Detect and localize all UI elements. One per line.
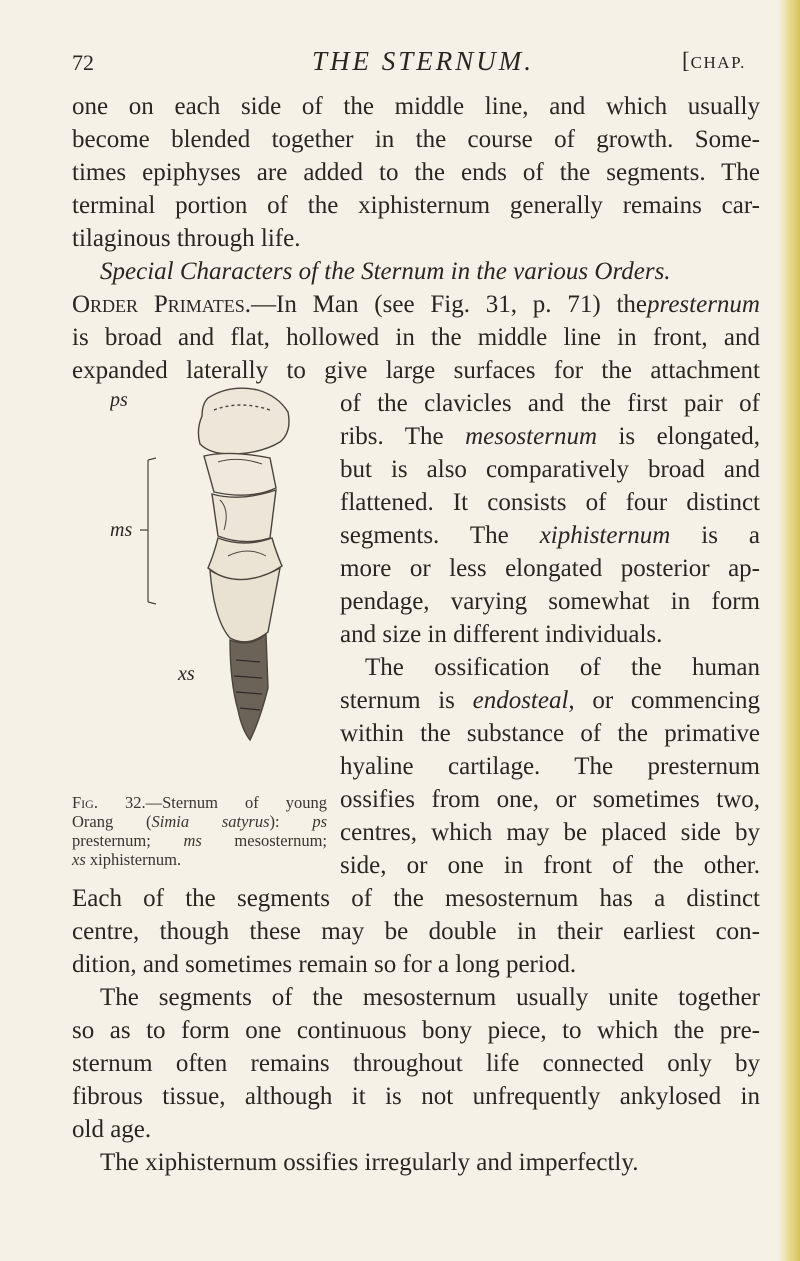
figure-label-xs: xs [178,663,195,685]
body-line-xiphisternum: segments. The xiphisternum is a [340,522,761,549]
body-line: dition, and sometimes remain so for a long period. [72,951,577,978]
body-line: and size in different individuals. [340,621,663,648]
body-line: but is also comparatively broad and [340,456,760,483]
body-line: centres, which may be placed side by [340,819,760,846]
running-header [72,44,772,84]
body-line: ossifies from one, or sometimes two, [340,786,760,813]
chapter-label: [CHAP. [682,48,746,73]
body-line: centre, though these may be double in their earliest con- [72,918,760,945]
body-line: The segments of the mesosternum usually unite together [100,984,760,1011]
body-line: pendage, varying somewhat in form [340,588,760,615]
body-line: Each of the segments of the mesosternum has a distinct [72,885,760,912]
body-line: side, or one in front of the other. [340,852,760,879]
body-line: flattened. It consists of four distinct [340,489,760,516]
mesosternum-bracket [140,458,156,604]
body-line: expanded laterally to give large surfaces for the attachment [72,357,760,384]
body-line: The xiphisternum ossifies irregularly and imperfectly. [100,1149,639,1176]
body-line: of the clavicles and the first pair of [340,390,760,417]
body-line-mesosternum: ribs. The mesosternum is elongated, [340,423,761,450]
page-number: 72 [72,50,94,75]
body-line: tilaginous through life. [72,225,301,252]
body-line: terminal portion of the xiphisternum generally remains car- [72,192,760,219]
body-line: more or less elongated posterior ap- [340,555,760,582]
sternum-figure [110,370,335,790]
body-line: hyaline cartilage. The presternum [340,753,760,780]
body-line-order: Order Primates.—In Man (see Fig. 31, p. 71) thepresternum [72,291,760,318]
figure-label-ps: ps [110,389,128,411]
page-edge-tint [778,0,800,1261]
figure-label-ms: ms [110,519,133,541]
body-line: become blended together in the course of growth. Some- [72,126,760,153]
running-title: THE STERNUM. [312,46,535,76]
body-line: sternum often remains throughout life connected only by [72,1050,760,1077]
body-line: is broad and flat, hollowed in the middle line in front, and [72,324,760,351]
figure-caption: Fig. 32.—Sternum of young Orang (Simia satyrus): ps presternum; ms mesosternum; xs xiphisternum. [72,793,328,869]
body-line: within the substance of the primative [340,720,760,747]
body-line: so as to form one continuous bony piece, to which the pre- [72,1017,760,1044]
body-line: times epiphyses are added to the ends of the segments. The [72,159,760,186]
sternum-illustration [110,370,335,790]
body-line: fibrous tissue, although it is not unfrequently ankylosed in [72,1083,760,1110]
body-line: one on each side of the middle line, and which usually [72,93,760,120]
body-line-endosteal: sternum is endosteal, or commencing [340,687,760,714]
section-heading: Special Characters of the Sternum in the various Orders. [100,258,671,285]
body-line: old age. [72,1116,152,1143]
body-line: The ossification of the human [365,654,760,681]
